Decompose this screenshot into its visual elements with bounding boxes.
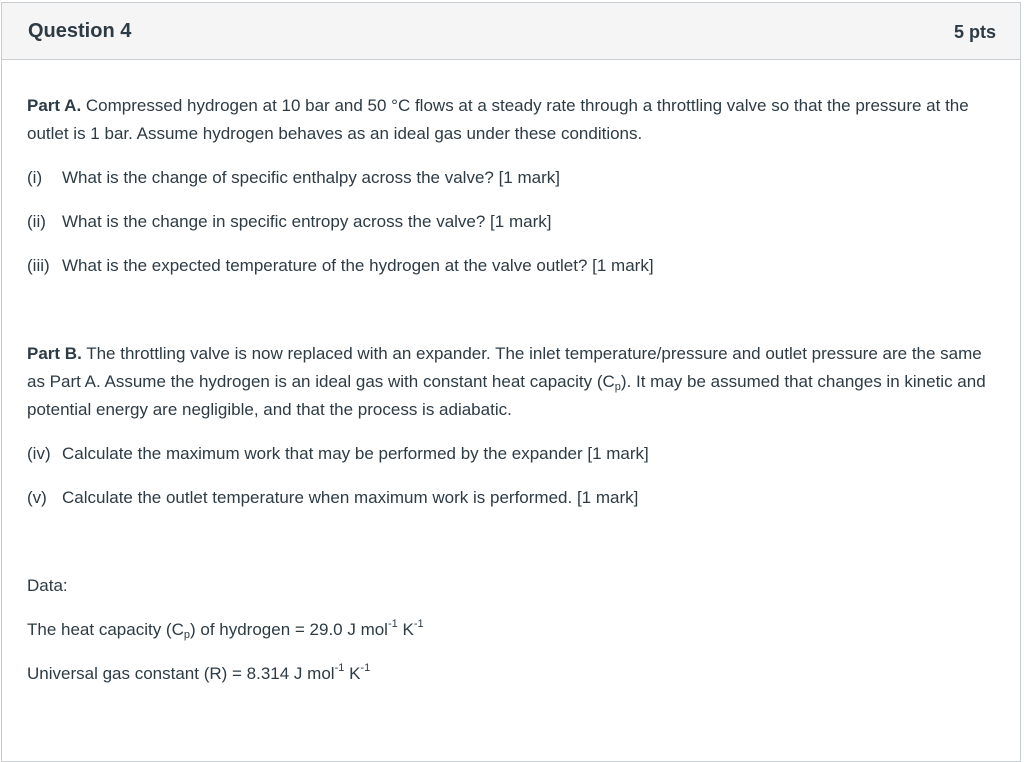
- gas-constant-line: [27, 660, 987, 688]
- heat-capacity-unit-k: K: [397, 620, 414, 639]
- gas-constant-value: Universal gas constant (R) = 8.314 J mol: [27, 664, 335, 683]
- item-text: What is the expected temperature of the hydrogen at the valve outlet? [1 mark]: [62, 256, 654, 275]
- part-b-label: Part B.: [27, 344, 82, 363]
- item-number: (i): [27, 168, 43, 187]
- item-text: What is the change of specific enthalpy across the valve? [1 mark]: [62, 168, 560, 187]
- heat-capacity-line: [27, 616, 987, 644]
- question-body: [27, 92, 987, 688]
- part-a-paragraph: [27, 92, 987, 148]
- item-text: What is the change in specific entropy across the valve? [1 mark]: [62, 212, 552, 231]
- heat-capacity-prefix: The heat capacity (C: [27, 620, 184, 639]
- gas-constant-unit-k: K: [344, 664, 361, 683]
- question-points: 5 pts: [953, 22, 996, 42]
- heat-capacity-value: ) of hydrogen = 29.0 J mol: [189, 620, 388, 639]
- part-a-item-i: [27, 164, 987, 192]
- data-heading: Data:: [27, 576, 68, 595]
- part-a-label: Part A.: [27, 96, 82, 115]
- question-title: Question 4: [28, 20, 132, 42]
- part-a-item-ii: [27, 208, 987, 236]
- item-number: (iii): [27, 256, 50, 275]
- heat-capacity-subscript: p: [183, 629, 190, 641]
- item-text: Calculate the maximum work that may be performed by the expander [1 mark]: [62, 444, 649, 463]
- question-header: [2, 3, 1020, 60]
- heat-capacity-exponent-1: -1: [387, 618, 398, 630]
- item-number: (ii): [27, 212, 46, 231]
- part-b-paragraph: [27, 340, 987, 424]
- item-text: Calculate the outlet temperature when maximum work is performed. [1 mark]: [62, 488, 639, 507]
- part-b-text-after: ). It may be assumed that changes in kinetic and potential energy are negligible, and that the process is adiabatic.: [27, 372, 986, 419]
- part-b-text-before: The throttling valve is now replaced with an expander. The inlet temperature/pressure and outlet pressure are the same as Part A. Assume the hydrogen is an ideal gas with constant heat capacity (C: [27, 344, 982, 391]
- gas-constant-exponent-2: -1: [360, 662, 371, 674]
- part-a-item-iii: [27, 252, 987, 280]
- part-a-text: Compressed hydrogen at 10 bar and 50 °C flows at a steady rate through a throttling valve so that the pressure at the outlet is 1 bar. Assume hydrogen behaves as an ideal gas under these conditions.: [27, 96, 969, 143]
- part-b-item-v: [27, 484, 987, 512]
- part-b-item-iv: [27, 440, 987, 468]
- item-number: (v): [27, 488, 47, 507]
- heat-capacity-exponent-2: -1: [413, 618, 424, 630]
- part-b-subscript: p: [614, 381, 621, 393]
- gas-constant-exponent-1: -1: [334, 662, 345, 674]
- item-number: (iv): [27, 444, 51, 463]
